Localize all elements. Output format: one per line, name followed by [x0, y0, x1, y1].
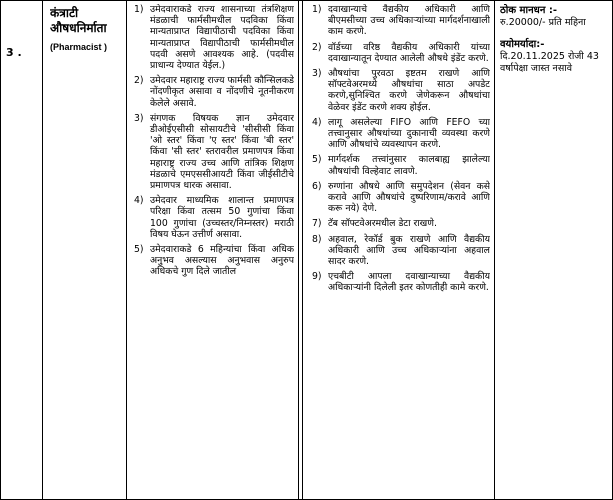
post-cell [50, 6, 122, 52]
age-limit-text: दि.20.11.2025 रोजी 43 वर्षापेक्षा जास्त नसावे [500, 51, 599, 74]
border-col1 [42, 0, 43, 500]
list-item [306, 68, 490, 113]
item-text: उमेदवाराकडे 6 महिन्यांचा किंवा अधिक अनुभव असल्यास अनुभवास अनुरुप अधिकचे गुण दिले जातील [150, 244, 294, 278]
item-text: उमेदवार माध्यमिक शालान्त प्रमाणपत्र परिक्षा किंवा तत्सम 50 गुणांचा किंवा 100 गुणांचा (उच्चस्तर/निम्नस्तर) मराठी विषय घेऊन उत्तीर्ण असावा. [150, 195, 294, 240]
duties-list [306, 4, 490, 294]
item-number: 4) [312, 116, 322, 128]
item-text: टॅब सॉफ्टवेअरमधील डेटा राखणे. [328, 218, 437, 230]
border-left [0, 0, 1, 500]
border-col3 [298, 0, 299, 500]
item-number: 8) [312, 233, 322, 245]
item-text: लागू असलेल्या FIFO आणि FEFO च्या तत्त्वानुसार औषधांच्या दुकानाची व्यवस्था करणे आणि औषधांचे व्यवस्थापन करणे. [328, 116, 490, 151]
qualifications-list [128, 4, 294, 278]
border-col4a [302, 0, 303, 500]
remuneration-heading: ठोक मानधन :- [500, 5, 558, 16]
list-item [306, 218, 490, 229]
item-text: मार्गदर्शक तत्त्वांनुसार कालबाह्य झालेल्या औषधांची विल्हेवाट लावणे. [328, 154, 490, 177]
item-text: उमेदवार महाराष्ट्र राज्य फार्मसी कौन्सिलकडे नोंदणीकृत असावा व नोंदणीचे नूतनीकरण केलेले असावे. [150, 75, 294, 109]
post-subtitle: (Pharmacist ) [50, 42, 108, 52]
item-number: 5) [312, 154, 322, 166]
item-number: 9) [312, 271, 322, 283]
item-number: 4) [134, 195, 144, 207]
item-text: औषधांचा पुरवठा इष्टतम राखणे आणि सॉफ्टवेअरमध्ये औषधांचा साठा अपडेट करणे,सुनिश्चित करणे जेणेकरून औषधांचा वेळेवर इंडेंट करणे शक्य होईल. [328, 68, 490, 113]
duties-cell [306, 4, 490, 298]
item-number: 5) [134, 244, 144, 256]
item-number: 1) [134, 4, 144, 15]
item-number: 3) [134, 112, 144, 124]
border-col5 [494, 0, 495, 500]
qualifications-cell [128, 4, 294, 282]
list-item [306, 154, 490, 176]
border-top [0, 0, 613, 1]
item-text: वॉर्डच्या वरिष्ठ वैद्यकीय अधिकारी यांच्या दवाखान्यातून देण्यात आलेली औषधे इंडेंट करणे. [328, 41, 490, 64]
item-text: संगणक विषयक ज्ञान उमेदवार डीओईएसीसी सोसायटीचे 'सीसीसी किंवा 'ओ स्तर' किंवा 'ए स्तर' किंवा 'बी स्तर' किंवा 'सी स्तर' स्तरावरील प्रमाणपत्र किंवा महाराष्ट्र राज्य उच्च आणि तांत्रिक शिक्षण मंडळाचे एमएससीआयटी किंवा जीईसीटीचे प्रमाणपत्र धारक असावा. [150, 112, 294, 192]
item-text: रुग्णांना औषधे आणि समुपदेशन (सेवन कसे करावे आणि औषधांचे दुष्परिणाम/करावे आणि करू नये) देणे. [328, 180, 490, 215]
item-text: उमेदवाराकडे राज्य शासनाच्या तंत्रशिक्षण मंडळाची फार्मसीमधील पदविका किंवा मान्यताप्राप्त विद्यापीठाची पदविका किंवा मान्यताप्राप्त विद्यापीठाची फार्मसीमधील पदवी असणे आवश्यक आहे. (पदवीस प्राधान्य देण्यात येईल.) [150, 4, 294, 72]
list-item [306, 181, 490, 215]
item-number: 6) [312, 180, 322, 192]
serial-number: 3 . [6, 46, 22, 59]
list-item [306, 234, 490, 268]
post-title: कंत्राटी औषधनिर्माता [50, 6, 107, 35]
list-item [128, 4, 294, 71]
list-item [128, 113, 294, 191]
age-limit-heading: वयोमर्यादा:- [500, 39, 545, 50]
item-number: 7) [312, 218, 322, 230]
list-item [128, 244, 294, 278]
item-text: अहवाल, रेकॉर्ड बुक राखणे आणि वैद्यकीय अधिकारी आणि उच्च अधिकाऱ्यांना अहवाल सादर करणे. [328, 233, 490, 268]
remuneration-amount: रु.20000/- प्रति महिना [500, 17, 586, 28]
list-item [306, 271, 490, 293]
item-number: 2) [312, 41, 322, 53]
list-item [306, 42, 490, 64]
list-item [306, 117, 490, 151]
item-text: दवाखान्याचे वैद्यकीय अधिकारी आणि बीएमसीच्या उच्च अधिकाऱ्यांच्या मार्गदर्शनाखाली काम करणे. [328, 4, 490, 38]
item-text: एचबीटी आपला दवाखान्याच्या वैद्यकीय अधिकाऱ्यांनी दिलेली इतर कोणतीही कामे करणे. [328, 271, 490, 294]
list-item [306, 4, 490, 38]
item-number: 2) [134, 75, 144, 87]
border-col2 [126, 0, 127, 500]
item-number: 3) [312, 68, 322, 80]
item-number: 1) [312, 4, 322, 15]
list-item [128, 75, 294, 109]
pay-age-cell [500, 4, 608, 75]
list-item [128, 195, 294, 240]
